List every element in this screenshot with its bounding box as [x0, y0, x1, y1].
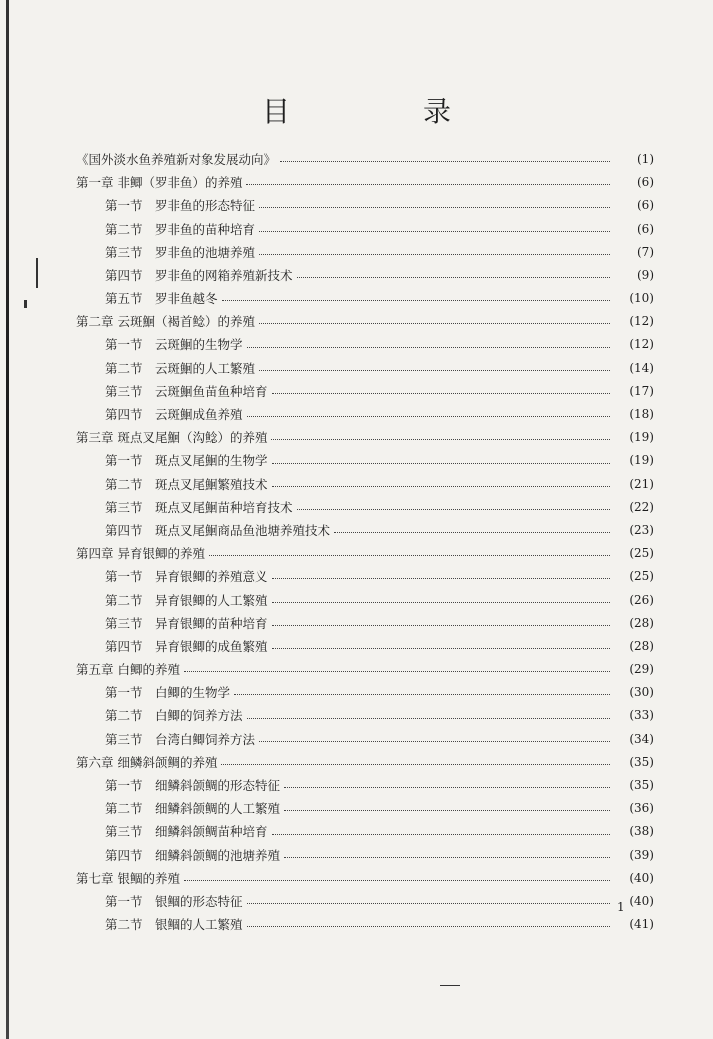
scan-speck [36, 258, 38, 288]
dot-leader [247, 416, 610, 417]
toc-entry-label: 第四节 异育银鲫的成鱼繁殖 [105, 638, 268, 654]
page-number: 1 [617, 900, 625, 914]
toc-section-entry [76, 820, 654, 843]
dot-leader [334, 532, 610, 533]
toc-chapter-entry [76, 171, 654, 194]
toc-entry-label: 第五节 罗非鱼越冬 [105, 291, 218, 307]
dot-leader [259, 207, 610, 208]
toc-entry-label: 第二节 斑点叉尾鮰繁殖技术 [105, 476, 268, 492]
dot-leader [284, 787, 610, 788]
toc-entry-label: 第二节 细鳞斜颌鲷的人工繁殖 [105, 801, 281, 817]
toc-entry-label: 第六章 细鳞斜颌鲷的养殖 [76, 754, 218, 770]
dot-leader [297, 509, 610, 510]
toc-entry-page: (19) [629, 453, 654, 468]
toc-chapter-entry [76, 148, 654, 171]
dot-leader [184, 880, 610, 881]
toc-section-entry [76, 774, 654, 797]
toc-entry-page: (6) [637, 175, 654, 190]
toc-entry-label: 第三节 异育银鲫的苗种培育 [105, 615, 268, 631]
toc-section-entry [76, 194, 654, 217]
dot-leader [247, 347, 610, 348]
toc-entry-label: 第一节 细鳞斜颌鲷的形态特征 [105, 778, 281, 794]
toc-entry-page: (29) [629, 662, 654, 677]
toc-entry-page: (12) [629, 314, 654, 329]
toc-entry-label: 第四节 云斑鮰成鱼养殖 [105, 407, 243, 423]
toc-entry-page: (23) [629, 522, 654, 537]
toc-entry-page: (9) [637, 267, 654, 282]
dot-leader [234, 694, 610, 695]
dot-leader [272, 486, 610, 487]
toc-entry-page: (39) [629, 847, 654, 862]
toc-entry-page: (40) [629, 893, 654, 908]
toc-entry-page: (26) [629, 592, 654, 607]
dot-leader [272, 393, 610, 394]
toc-entry-page: (17) [629, 383, 654, 398]
toc-entry-label: 第三节 台湾白鲫饲养方法 [105, 731, 256, 747]
toc-entry-label: 第二节 罗非鱼的苗种培育 [105, 221, 256, 237]
toc-section-entry [76, 635, 654, 658]
scan-speck [24, 300, 27, 308]
toc-entry-label: 第四节 罗非鱼的网箱养殖新技术 [105, 267, 293, 283]
toc-entry-label: 第二节 白鲫的饲养方法 [105, 708, 243, 724]
toc-entry-label: 第七章 银鲴的养殖 [76, 870, 180, 886]
toc-entry-page: (12) [629, 337, 654, 352]
dot-leader [272, 834, 610, 835]
toc-entry-page: (18) [629, 407, 654, 422]
dot-leader [209, 555, 610, 556]
dot-leader [272, 602, 610, 603]
page-title: 目 录 [262, 95, 513, 128]
toc-entry-page: (28) [629, 615, 654, 630]
toc-section-entry [76, 334, 654, 357]
toc-entry-page: (14) [629, 360, 654, 375]
toc-section-entry [76, 403, 654, 426]
dot-leader [284, 857, 610, 858]
toc-entry-page: (1) [637, 151, 654, 166]
toc-entry-page: (25) [629, 546, 654, 561]
toc-entry-label: 第一节 白鲫的生物学 [105, 685, 231, 701]
toc-entry-label: 第三节 细鳞斜颌鲷苗种培育 [105, 824, 268, 840]
toc-entry-page: (6) [637, 198, 654, 213]
toc-entry-label: 第三节 云斑鮰鱼苗鱼种培育 [105, 383, 268, 399]
toc-chapter-entry [76, 867, 654, 890]
dot-leader [259, 370, 610, 371]
dot-leader [280, 161, 610, 162]
toc-section-entry [76, 473, 654, 496]
toc-entry-page: (38) [629, 824, 654, 839]
toc-entry-page: (22) [629, 499, 654, 514]
toc-entry-page: (34) [629, 731, 654, 746]
dot-leader [272, 648, 610, 649]
toc-entry-label: 第二章 云斑鮰（褐首鲶）的养殖 [76, 314, 255, 330]
toc-section-entry [76, 496, 654, 519]
dot-leader [259, 254, 610, 255]
toc-section-entry [76, 380, 654, 403]
toc-section-entry [76, 357, 654, 380]
table-of-contents [76, 148, 654, 936]
dot-leader [297, 277, 610, 278]
dot-leader [247, 718, 610, 719]
toc-section-entry [76, 797, 654, 820]
toc-entry-page: (33) [629, 708, 654, 723]
toc-section-entry [76, 287, 654, 310]
toc-entry-label: 《国外淡水鱼养殖新对象发展动向》 [76, 151, 277, 167]
toc-entry-label: 第四章 异育银鲫的养殖 [76, 546, 205, 562]
toc-entry-page: (6) [637, 221, 654, 236]
toc-entry-page: (19) [629, 430, 654, 445]
toc-entry-label: 第二节 银鲴的人工繁殖 [105, 917, 243, 933]
dot-leader [272, 463, 610, 464]
dot-leader [259, 741, 610, 742]
toc-entry-label: 第一章 非鲫（罗非鱼）的养殖 [76, 175, 243, 191]
toc-entry-page: (28) [629, 638, 654, 653]
toc-entry-page: (35) [629, 754, 654, 769]
dot-leader [284, 810, 610, 811]
toc-entry-page: (30) [629, 685, 654, 700]
toc-section-entry [76, 728, 654, 751]
toc-chapter-entry [76, 542, 654, 565]
toc-entry-label: 第一节 云斑鮰的生物学 [105, 337, 243, 353]
dot-leader [259, 231, 610, 232]
toc-section-entry [76, 264, 654, 287]
toc-section-entry [76, 565, 654, 588]
toc-section-entry [76, 218, 654, 241]
toc-entry-page: (7) [637, 244, 654, 259]
toc-entry-page: (10) [629, 291, 654, 306]
toc-entry-label: 第三节 罗非鱼的池塘养殖 [105, 244, 256, 260]
toc-section-entry [76, 844, 654, 867]
toc-section-entry [76, 612, 654, 635]
dot-leader [246, 184, 610, 185]
toc-entry-label: 第四节 细鳞斜颌鲷的池塘养殖 [105, 847, 281, 863]
toc-entry-label: 第一节 罗非鱼的形态特征 [105, 198, 256, 214]
toc-entry-label: 第二节 异育银鲫的人工繁殖 [105, 592, 268, 608]
toc-entry-label: 第三章 斑点叉尾鮰（沟鲶）的养殖 [76, 430, 268, 446]
dot-leader [247, 903, 610, 904]
dot-leader [221, 764, 610, 765]
toc-section-entry [76, 241, 654, 264]
dot-leader [184, 671, 610, 672]
toc-entry-label: 第一节 银鲴的形态特征 [105, 893, 243, 909]
toc-section-entry [76, 589, 654, 612]
toc-entry-label: 第四节 斑点叉尾鮰商品鱼池塘养殖技术 [105, 522, 331, 538]
toc-chapter-entry [76, 658, 654, 681]
binding-edge [6, 0, 9, 1039]
toc-section-entry [76, 705, 654, 728]
toc-chapter-entry [76, 426, 654, 449]
dot-leader [272, 578, 610, 579]
toc-section-entry [76, 449, 654, 472]
dot-leader [272, 625, 610, 626]
toc-entry-label: 第五章 白鲫的养殖 [76, 662, 180, 678]
toc-section-entry [76, 890, 654, 913]
dot-leader [247, 926, 610, 927]
toc-entry-page: (21) [629, 476, 654, 491]
toc-entry-label: 第三节 斑点叉尾鮰苗种培育技术 [105, 499, 293, 515]
dot-leader [259, 323, 610, 324]
toc-chapter-entry [76, 751, 654, 774]
scan-speck [440, 985, 460, 986]
toc-entry-label: 第一节 斑点叉尾鮰的生物学 [105, 453, 268, 469]
toc-entry-label: 第一节 异育银鲫的养殖意义 [105, 569, 268, 585]
toc-entry-page: (36) [629, 801, 654, 816]
dot-leader [222, 300, 610, 301]
toc-entry-page: (35) [629, 778, 654, 793]
toc-section-entry [76, 519, 654, 542]
dot-leader [271, 439, 610, 440]
toc-chapter-entry [76, 310, 654, 333]
toc-entry-label: 第二节 云斑鮰的人工繁殖 [105, 360, 256, 376]
toc-entry-page: (40) [629, 870, 654, 885]
toc-entry-page: (41) [629, 917, 654, 932]
toc-section-entry [76, 913, 654, 936]
toc-section-entry [76, 681, 654, 704]
toc-entry-page: (25) [629, 569, 654, 584]
